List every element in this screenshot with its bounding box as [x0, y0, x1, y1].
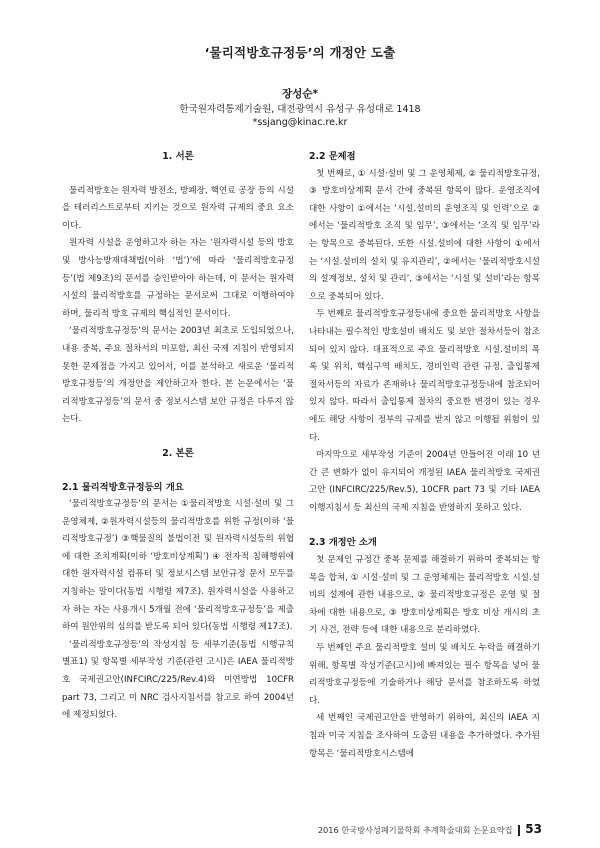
right-column	[309, 148, 540, 763]
footer-divider	[518, 825, 520, 836]
left-column	[62, 148, 294, 725]
author-email: *ssjang@kinac.re.kr	[252, 117, 348, 128]
overview-paragraph-1: ‘물리적방호규정등’의 문서는 ①물리적방호 시설·설비 및 그 운영체제, ②원자력시설등의 물리적방호를 위한 규정(이하 ‘물리적방호규정’) ③핵물질의 불법이전 및 원자력시설등의 위협에 대한 조치계획(이하 ‘방호비상계획’) ④ 전자적 침해행위에 대한 원자력시설 컴퓨터 및 정보시스템 보안규정 문서 모두를 지칭하는 말이다(동법 시행령 제7조). 원자력시설을 사용하고자 하는 자는 사용개시 5개월 전에 ‘물리적방호규정등’을 제출하여 원안위의 심의를 받도록 되어 있다(동법 시행령 제17조).	[62, 499, 294, 633]
author-name: 장성순*	[282, 88, 318, 100]
footer-proceedings-text: 2016 한국방사성폐기물학회 추계학술대회 논문요약집	[317, 825, 513, 835]
page-footer	[318, 822, 542, 836]
author-affiliation: 한국원자력통제기술원, 대전광역시 유성구 유성대로 1418	[179, 104, 421, 115]
section-heading-body: 2. 본론	[162, 447, 194, 459]
subsection-heading-overview: 2.1 물리적방호규정등의 개요	[62, 481, 184, 493]
intro-paragraph-3: ‘물리적방호규정등’의 문서는 2003년 최초로 도입되었으나, 내용 중복, 주요 절차서의 미포함, 최신 국제 지침이 반영되지 못한 문제점을 가지고 있어서, 이를 분석하고 새로운 ‘물리적방호규정등’의 개정안을 제안하고자 한다. 본 논문에서는 ‘물리적방호규정등’의 문서 중 정보시스템 보안 규정은 다루지 않는다.	[62, 326, 294, 425]
intro-paragraph-2: 원자력 시설을 운영하고자 하는 자는 ‘원자력시설 등의 방호 및 방사능방재대책법(이하 ‘법’)’에 따라 ‘물리적방호규정등’(법 제9조)의 문서를 승인받아야 하는데, 이 문서는 원자력 시설의 물리적방호를 규정하는 문서로써 그대로 이행하여야 하며, 물리적 방호 규제의 핵심적인 문서이다.	[62, 238, 294, 319]
revision-paragraph-3: 세 번째인 국제권고안을 반영하기 위하여, 최신의 IAEA 지침과 미국 지침을 조사하여 도출된 내용을 추가하였다. 추가된 항목은 ‘물리적방호시스템에	[309, 713, 540, 759]
paper-title: ‘물리적방호규정등’의 개정안 도출	[204, 45, 396, 60]
revision-paragraph-2: 두 번째인 주요 물리적방호 설비 및 배치도 누락을 해결하기 위해, 항목별 작성기준(고시)에 빠져있는 필수 항목을 넣어 물리적방호규정등에 기술하거나 해당 문서를 참조하도록 하였다.	[309, 643, 540, 706]
revision-paragraph-1: 첫 문제인 규정간 중복 문제를 해결하기 위하여 중복되는 항목을 합쳐, ① 시설·설비 및 그 운영체제는 물리적방호 시설.설비의 설계에 관한 내용으로, ② 물리적방호규정은 운영 및 절차에 대한 내용으로, ③ 방호비상계획은 방호 비상 개시의 초기 사건, 전략 등에 대한 내용으로 분리하였다.	[309, 555, 540, 636]
subsection-heading-revision: 2.3 개정안 소개	[309, 537, 377, 549]
page-number: 53	[525, 822, 542, 836]
problems-paragraph-3: 마지막으로 세부작성 기준이 2004년 만들어진 이래 10 년간 큰 변화가 없이 유지되어 개정된 IAEA 물리적방호 국제권고안 (INFCIRC/225/Rev.5), 10CFR part 73 및 기타 IAEA 이행지침서 등 최신의 국제 지침을 반영하지 못하고 있다.	[309, 450, 540, 513]
section-heading-introduction: 1. 서론	[162, 151, 194, 162]
problems-paragraph-2: 두 번째로 물리적방호규정등내에 중요한 물리적방호 사항을 나타내는 필수적인 방호설비 배치도 및 보안 절차서등이 참조되어 있지 않다. 대표적으로 주요 물리적방호 시설.설비의 목록 및 위치, 핵심구역 배치도, 경비인력 관련 규정, 출입통제 절차서등의 자료가 존재하나 물리적방호규정등내에 참조되어 있지 않다. 따라서 출입통제 절차의 중요한 변경이 있는 경우에도 해당 사항이 정부의 규제를 받지 않고 이행될 위험이 있다.	[309, 309, 540, 443]
problems-paragraph-1: 첫 번째로, ① 시설·설비 및 그 운영체제, ② 물리적방호규정, ③ 방호비상계획 문서 간에 중복된 항목이 많다. 운영조직에 대한 사항이 ①에서는 ‘시설.설비의 운영조직 및 인력’으로 ②에서는 ‘물리적방호 조직 및 임무’, ③에서는 ‘조직 및 임무’라는 항목으로 중복된다. 또한 시설.설비에 대한 사항이 ①에서는 ‘시설.설비의 설치 및 유지관리’, ②에서는 ‘물리적방호시설의 설계정보, 설치 및 관리’, ③에서는 ‘시설 및 설비’라는 항목으로 중복되어 있다.	[309, 168, 540, 302]
subsection-heading-problems: 2.2 문제점	[309, 151, 356, 162]
intro-paragraph-1: 물리적방호는 원자력 발전소, 방폐장, 핵연료 공장 등의 시설을 테러리스트로부터 지키는 것으로 원자력 규제의 중요 요소이다.	[62, 185, 294, 231]
overview-paragraph-2: ‘물리적방호규정등’의 작성지침 등 세부기준(동법 시행규칙 별표1) 및 항목별 세부작성 기준(관련 고시)은 IAEA 물리적방호 국제권고안(INFCIRC/225/Rev.4)와 미연방법 10CFR part 73, 그리고 미 NRC 검사지침서를 참고로 하여 2004년에 제정되었다.	[62, 639, 294, 721]
